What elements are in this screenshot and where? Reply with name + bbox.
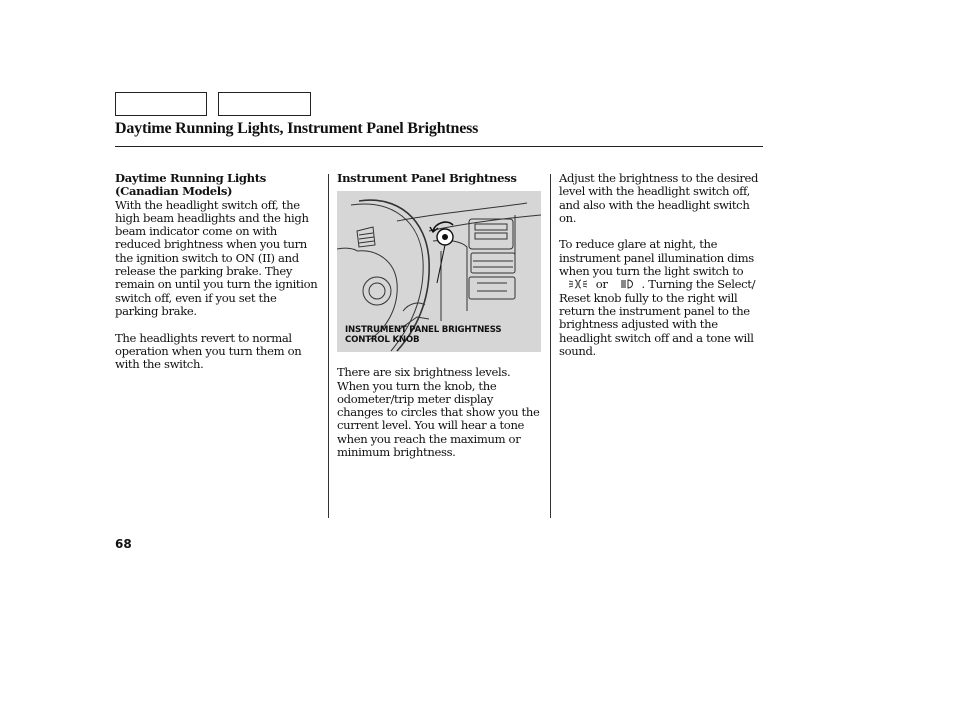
text-line: When you turn the knob, the [337,378,497,393]
nav-button-2[interactable] [218,92,311,116]
text-line: To reduce glare at night, the [559,237,718,252]
page-title: Daytime Running Lights, Instrument Panel Brightness [115,120,479,137]
inline-after-text: . Turning the Select/ [641,277,756,292]
text-line: Reset knob fully to the right will [559,290,738,305]
text-line: changes to circles that show you the [337,405,540,420]
text-line: The headlights revert to normal [115,330,292,345]
text-line: brightness adjusted with the [559,317,718,332]
text-line: Adjust the brightness to the desired [559,171,759,185]
page-number: 68 [115,537,132,551]
text-line: current level. You will hear a tone [337,418,525,433]
text-line: return the instrument panel to the [559,303,750,318]
text-line: beam indicator come on with [115,224,277,239]
inline-or-text: or [595,277,608,292]
caption-line: CONTROL KNOB [345,335,420,345]
text-line: reduced brightness when you turn [115,237,307,252]
section-subheading: (Canadian Models) [115,184,233,199]
headlight-icon [620,279,636,289]
column-divider-1 [328,174,329,518]
text-line: remain on until you turn the ignition [115,277,318,292]
figure-caption [345,325,541,345]
text-line: With the headlight switch off, the [115,197,300,212]
column-divider-2 [550,174,551,518]
column-daytime-running-lights [115,172,320,371]
text-line: with the switch. [115,357,204,372]
text-line: sound. [559,343,596,358]
nav-button-1[interactable] [115,92,207,116]
section-heading: Daytime Running Lights [115,171,266,185]
text-line: when you reach the maximum or [337,431,521,446]
text-line: and also with the headlight switch on. [559,197,750,225]
section-heading: Instrument Panel Brightness [337,171,517,185]
instrument-panel-figure [337,191,541,352]
caption-line: INSTRUMENT PANEL BRIGHTNESS [345,325,502,335]
text-line: operation when you turn them on [115,343,302,358]
text-line: minimum brightness. [337,445,456,460]
text-line: release the parking brake. They [115,264,293,279]
text-line: the ignition switch to ON (II) and [115,250,299,265]
text-line: parking brake. [115,303,197,318]
text-line: switch off, even if you set the [115,290,277,305]
text-line-with-icons [559,278,769,291]
text-line: when you turn the light switch to [559,264,744,279]
parking-light-icon [568,279,588,289]
text-line: odometer/trip meter display [337,391,494,406]
text-line: headlight switch off and a tone will [559,330,754,345]
title-rule [115,146,763,147]
text-line: instrument panel illumination dims [559,250,754,265]
text-line: level with the headlight switch off, [559,184,750,199]
text-line: high beam headlights and the high [115,210,309,225]
text-line: There are six brightness levels. [337,365,511,380]
column-brightness-adjust [559,172,769,358]
